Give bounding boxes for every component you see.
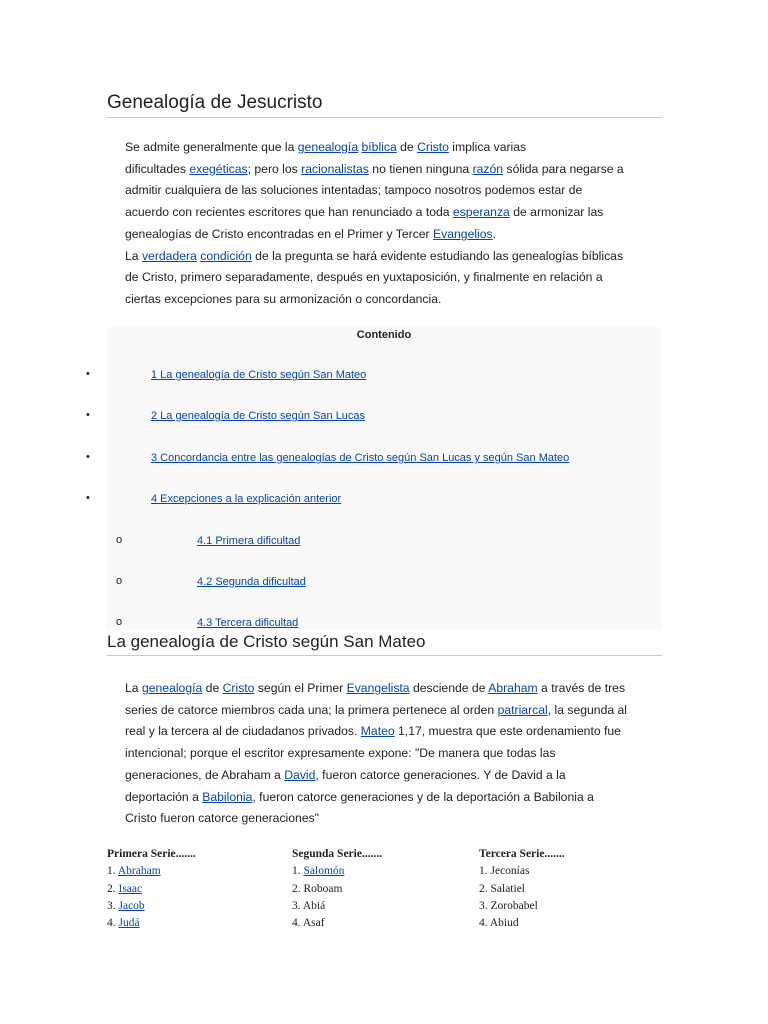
series-item-link[interactable]: Abraham xyxy=(117,865,161,878)
text-line: La verdadera condición de la pregunta se hará evidente estudiando las genealogías bíblicas xyxy=(125,248,624,263)
toc-item-4-2[interactable]: 4.2 Segunda dificultad xyxy=(197,576,306,588)
page-title: Genealogía de Jesucristo xyxy=(107,92,662,118)
inline-link[interactable]: David xyxy=(284,767,316,782)
series-item-link[interactable]: Judá xyxy=(118,917,140,930)
section-paragraph-mateo xyxy=(125,678,650,830)
inline-link[interactable]: esperanza xyxy=(452,205,510,220)
series-heading: Primera Serie....... xyxy=(107,848,196,860)
inline-link[interactable]: bíblica xyxy=(361,140,397,154)
series-column-2 xyxy=(292,846,382,932)
text-line: dificultades exegéticas; pero los racionalistas no tienen ninguna razón sólida para negarse a xyxy=(125,161,624,176)
inline-link[interactable]: Evangelios xyxy=(433,226,493,241)
series-heading: Segunda Serie....... xyxy=(292,848,383,860)
text-line: generaciones, de Abraham a David, fueron catorce generaciones. Y de David a la xyxy=(125,767,566,782)
series-item: 1. Salomón xyxy=(292,865,345,878)
inline-link[interactable]: Mateo xyxy=(360,724,395,739)
toc-bullet: • xyxy=(86,451,90,463)
toc-item-3[interactable]: 3 Concordancia entre las genealogías de Cristo según San Lucas y según San Mateo xyxy=(151,452,570,464)
inline-link[interactable]: genealogía xyxy=(141,681,203,695)
series-item-link[interactable]: Jacob xyxy=(118,899,145,912)
series-item: 3. Abiá xyxy=(292,899,326,912)
series-item: 3. Jacob xyxy=(107,899,145,912)
series-item: 2. Salatiel xyxy=(479,882,525,895)
series-item: 1. Abraham xyxy=(107,865,161,878)
series-item: 1. Jeconías xyxy=(479,865,530,878)
toc-item-2[interactable]: 2 La genealogía de Cristo según San Lucas xyxy=(151,410,366,422)
series-item-link[interactable]: Salomón xyxy=(303,865,345,878)
inline-link[interactable]: Cristo xyxy=(222,681,255,695)
toc-subbullet: o xyxy=(116,534,123,546)
text-line: de Cristo, primero separadamente, después en yuxtaposición, y finalmente en relación a xyxy=(125,270,603,285)
toc-subbullet: o xyxy=(116,575,123,587)
text-line: deportación a Babilonia, fueron catorce generaciones y de la deportación a Babilonia a xyxy=(125,789,594,804)
inline-link[interactable]: Cristo xyxy=(417,140,449,154)
series-item: 4. Abiud xyxy=(479,917,519,930)
text-line: intencional; porque el escritor expresamente expone: "De manera que todas las xyxy=(125,746,556,761)
section-heading-mateo: La genealogía de Cristo según San Mateo xyxy=(107,632,662,656)
series-item: 3. Zorobabel xyxy=(479,899,538,912)
inline-link[interactable]: Evangelista xyxy=(346,681,410,695)
text-line: ciertas excepciones para su armonización o concordancia. xyxy=(125,291,442,306)
toc-item-1[interactable]: 1 La genealogía de Cristo según San Mateo xyxy=(151,369,367,381)
series-item-link[interactable]: Isaac xyxy=(118,882,143,895)
series-item: 2. Isaac xyxy=(107,882,143,895)
series-column-3 xyxy=(479,846,565,932)
series-heading: Tercera Serie....... xyxy=(479,848,565,860)
text-line: genealogías de Cristo encontradas en el Primer y Tercer Evangelios. xyxy=(125,226,497,241)
inline-link[interactable]: patriarcal xyxy=(497,702,548,717)
text-line: acuerdo con recientes escritores que han renunciado a toda esperanza de armonizar las xyxy=(125,205,604,220)
text-line: La genealogía de Cristo según el Primer Evangelista desciende de Abraham a través de tres xyxy=(125,681,626,695)
inline-link[interactable]: verdadera xyxy=(141,248,197,263)
text-line: admitir cualquiera de las soluciones intentadas; tampoco nosotros podemos estar de xyxy=(125,183,583,198)
inline-link[interactable]: Babilonia xyxy=(202,789,253,804)
toc-title: Contenido xyxy=(356,329,412,341)
text-line: Cristo fueron catorce generaciones" xyxy=(125,811,320,826)
toc-subbullet: o xyxy=(116,616,123,628)
inline-link[interactable]: condición xyxy=(200,248,252,263)
intro-paragraph xyxy=(125,137,650,311)
inline-link[interactable]: exegéticas xyxy=(189,161,248,176)
series-item: 2. Roboam xyxy=(292,882,343,895)
toc-item-4[interactable]: 4 Excepciones a la explicación anterior xyxy=(151,493,342,505)
inline-link[interactable]: racionalistas xyxy=(301,161,369,176)
text-line: Se admite generalmente que la genealogía bíblica de Cristo implica varias xyxy=(125,140,527,154)
inline-link[interactable]: razón xyxy=(472,161,504,176)
toc-item-4-3[interactable]: 4.3 Tercera dificultad xyxy=(197,617,299,629)
series-column-1 xyxy=(107,846,196,932)
text-line: real y la tercera al de ciudadanos privados. Mateo 1,17, muestra que este ordenamiento fue xyxy=(125,724,621,739)
series-item: 4. Asaf xyxy=(292,917,325,930)
toc-bullet: • xyxy=(86,368,90,380)
toc-bullet: • xyxy=(86,409,90,421)
toc-bullet: • xyxy=(86,492,90,504)
text-line: series de catorce miembros cada una; la primera pertenece al orden patriarcal, la segunda al xyxy=(125,702,627,717)
inline-link[interactable]: genealogía xyxy=(297,140,359,154)
inline-link[interactable]: Abraham xyxy=(488,681,538,695)
series-item: 4. Judá xyxy=(107,917,140,930)
toc-item-4-1[interactable]: 4.1 Primera dificultad xyxy=(197,535,301,547)
